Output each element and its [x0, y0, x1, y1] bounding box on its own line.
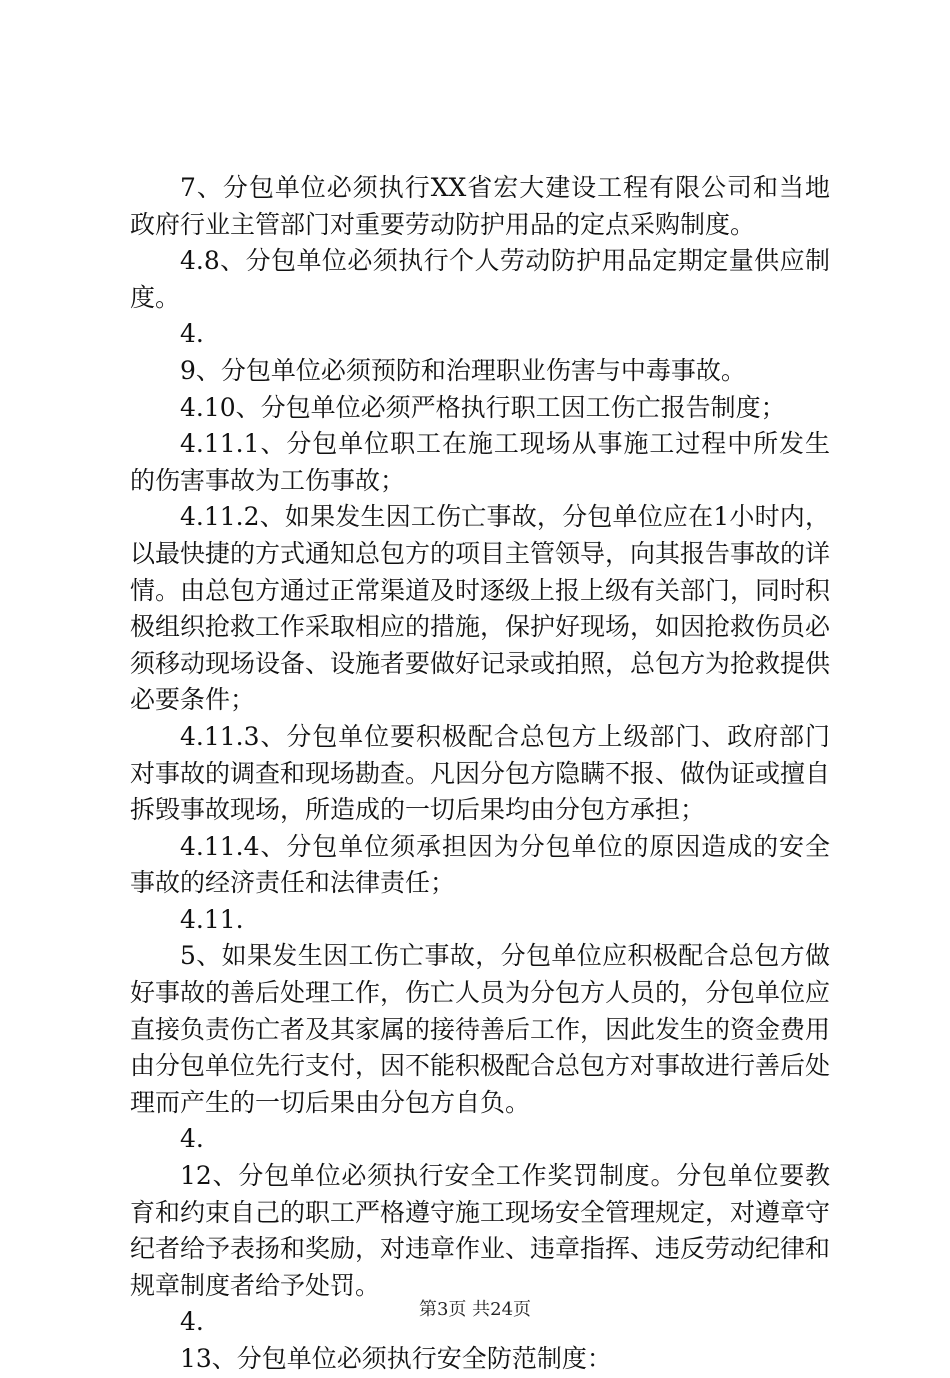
paragraph: 4.11.4、分包单位须承担因为分包单位的原因造成的安全事故的经济责任和法律责任； — [130, 831, 830, 898]
paragraph: 7、分包单位必须执行XX省宏大建设工程有限公司和当地政府行业主管部门对重要劳动防护用品的定点采购制度。 — [130, 173, 830, 239]
paragraph: 5、如果发生因工伤亡事故，分包单位应积极配合总包方做好事故的善后处理工作，伤亡人员为分包方人员的，分包单位应直接负责伤亡者及其家属的接待善后工作，因此发生的资金费用由分包单位先行支付，因不能积极配合总包方对事故进行善后处理而产生的一切后果由分包方自负。 — [130, 941, 831, 1117]
paragraph: 4.11.2、如果发生因工伤亡事故，分包单位应在1小时内，以最快捷的方式通知总包方的项目主管领导，向其报告事故的详情。由总包方通过正常渠道及时逐级上报上级有关部门，同时积极组织抢救工作采取相应的措施，保护好现场，如因抢救伤员必须移动现场设备、设施者要做好记录或拍照，总包方为抢救提供必要条件； — [130, 502, 831, 715]
paragraph: 4. — [180, 1124, 204, 1154]
paragraph: 4.11. — [180, 904, 244, 934]
paragraph: 4.10、分包单位必须严格执行职工因工伤亡报告制度； — [180, 392, 786, 422]
paragraph: 9、分包单位必须预防和治理职业伤害与中毒事故。 — [180, 355, 746, 385]
paragraph: 4.11.3、分包单位要积极配合总包方上级部门、政府部门对事故的调查和现场勘查。凡因分包方隐瞒不报、做伪证或擅自拆毁事故现场，所造成的一切后果均由分包方承担； — [130, 721, 831, 825]
paragraph: 4.8、分包单位必须执行个人劳动防护用品定期定量供应制度。 — [130, 246, 830, 312]
paragraph: 4. — [180, 1307, 204, 1337]
paragraph: 4.11.1、分包单位职工在施工现场从事施工过程中所发生的伤害事故为工伤事故； — [130, 429, 830, 495]
paragraph: 4. — [180, 319, 204, 349]
document-body — [130, 170, 830, 1378]
paragraph: 13、分包单位必须执行安全防范制度： — [180, 1344, 612, 1373]
page-footer: 第3页 共24页 — [418, 1299, 532, 1320]
paragraph: 12、分包单位必须执行安全工作奖罚制度。分包单位要教育和约束自己的职工严格遵守施工现场安全管理规定，对遵章守纪者给予表扬和奖励，对违章作业、违章指挥、违反劳动纪律和规章制度者给予处罚。 — [130, 1161, 831, 1300]
